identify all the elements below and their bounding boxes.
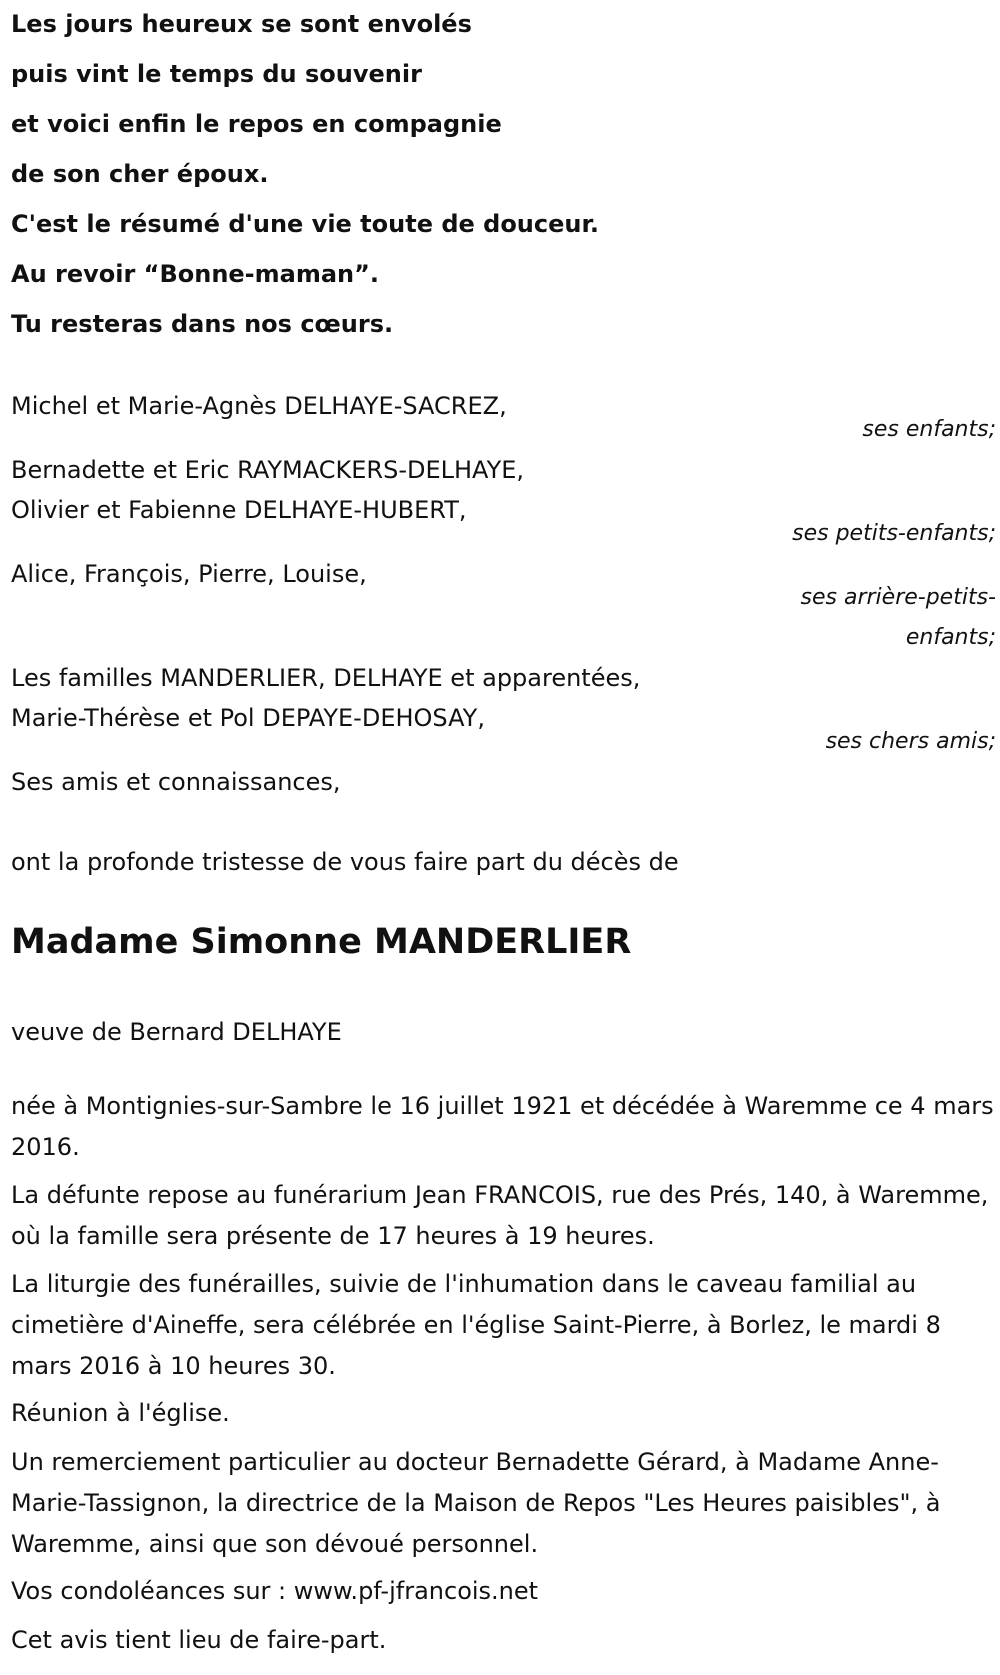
meeting-paragraph: Réunion à l'église. [11, 1399, 230, 1427]
poem-line: Tu resteras dans nos cœurs. [11, 310, 394, 338]
family-child-1: Michel et Marie-Agnès DELHAYE-SACREZ, [11, 392, 507, 420]
children-label: ses enfants; [862, 417, 996, 442]
poem-line: C'est le résumé d'une vie toute de douceur. [11, 210, 600, 238]
family-grandchild-2: Olivier et Fabienne DELHAYE-HUBERT, [11, 496, 467, 524]
poem-line: puis vint le temps du souvenir [11, 60, 422, 88]
notice-paragraph: Cet avis tient lieu de faire-part. [11, 1626, 387, 1654]
family-acquaintances: Ses amis et connaissances, [11, 768, 341, 796]
family-relatives: Les familles MANDERLIER, DELHAYE et apparentées, [11, 664, 641, 692]
grandchildren-label: ses petits-enfants; [792, 521, 996, 546]
friends-label: ses chers amis; [825, 729, 996, 754]
liturgy-paragraph: La liturgie des funérailles, suivie de l'inhumation dans le caveau familial au cimetière d'Aineffe, sera célébrée en l'église Saint-Pierre, à Borlez, le mardi 8 mars 2016 à 10 heures 30. [11, 1270, 941, 1380]
thanks-paragraph: Un remerciement particulier au docteur Bernadette Gérard, à Madame Anne-Marie-Tassignon, la directrice de la Maison de Repos "Les Heures paisibles", à Waremme, ainsi que son dévoué personnel. [11, 1448, 941, 1558]
poem-line: de son cher époux. [11, 160, 269, 188]
poem-line: et voici enfin le repos en compagnie [11, 110, 502, 138]
poem [11, 8, 599, 358]
family-friend-1: Marie-Thérèse et Pol DEPAYE-DEHOSAY, [11, 704, 485, 732]
poem-line: Les jours heureux se sont envolés [11, 10, 472, 38]
great-grandchildren-label-2: enfants; [905, 625, 996, 650]
deceased-name: Madame Simonne MANDERLIER [11, 922, 632, 962]
family-grandchild-1: Bernadette et Eric RAYMACKERS-DELHAYE, [11, 456, 525, 484]
great-grandchildren-label-1: ses arrière-petits- [800, 585, 996, 610]
family-great-grandchildren: Alice, François, Pierre, Louise, [11, 560, 367, 588]
announcement: ont la profonde tristesse de vous faire part du décès de [11, 848, 679, 876]
condolences-paragraph: Vos condoléances sur : www.pf-jfrancois.net [11, 1577, 539, 1605]
widow-of: veuve de Bernard DELHAYE [11, 1018, 342, 1046]
poem-line: Au revoir “Bonne-maman”. [11, 260, 380, 288]
repose-paragraph: La défunte repose au funérarium Jean FRANCOIS, rue des Prés, 140, à Waremme, où la famille sera présente de 17 heures à 19 heures. [11, 1181, 989, 1250]
birth-death-paragraph: née à Montignies-sur-Sambre le 16 juillet 1921 et décédée à Waremme ce 4 mars 2016. [11, 1092, 994, 1161]
